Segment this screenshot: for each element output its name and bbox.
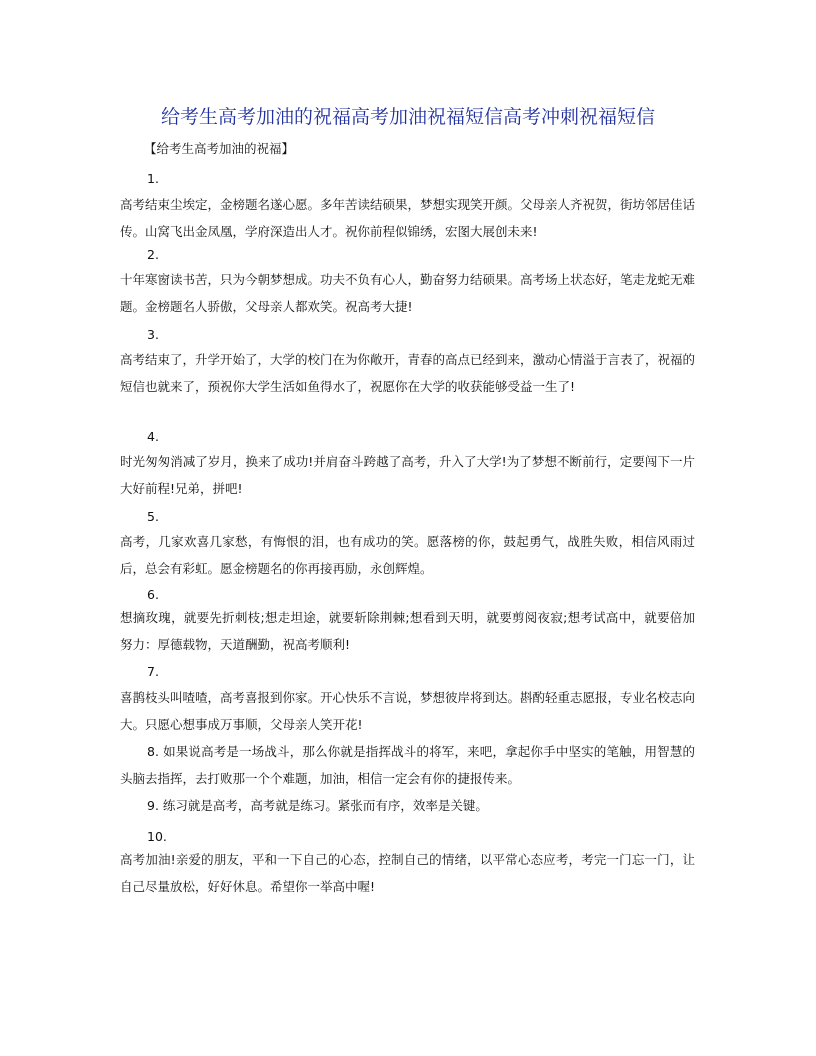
item-text-4: 时光匆匆消减了岁月，换来了成功!并肩奋斗跨越了高考，升入了大学!为了梦想不断前行，定要闯下一片大好前程!兄弟，拼吧! bbox=[120, 454, 695, 496]
document-title: 给考生高考加油的祝福高考加油祝福短信高考冲刺祝福短信 bbox=[160, 106, 655, 128]
item-number-7: 7. bbox=[147, 664, 159, 679]
item-number-10: 10. bbox=[147, 829, 167, 844]
item-number-3: 3. bbox=[147, 327, 159, 342]
item-text-1: 高考结束尘埃定，金榜题名遂心愿。多年苦读结硕果，梦想实现笑开颜。父母亲人齐祝贺，街坊邻居佳话传。山窝飞出金凤凰，学府深造出人才。祝你前程似锦绣，宏图大展创未来! bbox=[120, 197, 696, 239]
item-number-5: 5. bbox=[147, 509, 159, 524]
item-text-5: 高考，几家欢喜几家愁，有悔恨的泪，也有成功的笑。愿落榜的你，鼓起勇气，战胜失败，相信风雨过后，总会有彩虹。愿金榜题名的你再接再励，永创辉煌。 bbox=[120, 534, 695, 576]
item-number-2: 2. bbox=[147, 247, 159, 262]
item-number-1: 1. bbox=[147, 171, 159, 186]
item-text-3: 高考结束了，升学开始了，大学的校门在为你敞开，青春的高点已经到来，激动心情溢于言表了，祝福的短信也就来了，预祝你大学生活如鱼得水了，祝愿你在大学的收获能够受益一生了! bbox=[120, 352, 696, 394]
item-text-7: 喜鹊枝头叫喳喳，高考喜报到你家。开心快乐不言说，梦想彼岸将到达。斟酌轻重志愿报，专业名校志向大。只愿心想事成万事顺，父母亲人笑开花! bbox=[120, 690, 696, 732]
item-text-6: 想摘玫瑰，就要先折刺枝;想走坦途，就要斩除荆棘;想看到天明，就要剪阅夜寂;想考试高中，就要倍加努力：厚德载物，天道酬勤，祝高考顺利! bbox=[120, 610, 695, 652]
document-subtitle: 【给考生高考加油的祝福】 bbox=[144, 141, 295, 156]
item-number-6: 6. bbox=[147, 587, 159, 602]
item-number-4: 4. bbox=[147, 429, 159, 444]
item-text-10: 高考加油!亲爱的朋友，平和一下自己的心态，控制自己的情绪，以平常心态应考，考完一门忘一门，让自己尽量放松，好好休息。希望你一举高中喔! bbox=[120, 852, 695, 894]
item-text-9: 9. 练习就是高考，高考就是练习。紧张而有序，效率是关键。 bbox=[147, 798, 488, 813]
item-text-8: 8. 如果说高考是一场战斗，那么你就是指挥战斗的将军，来吧，拿起你手中坚实的笔触，用智慧的头脑去指挥，去打败那一个个难题，加油，相信一定会有你的捷报传来。 bbox=[120, 744, 695, 786]
item-text-2: 十年寒窗读书苦，只为今朝梦想成。功夫不负有心人，勤奋努力结硕果。高考场上状态好，笔走龙蛇无难题。金榜题名人骄傲，父母亲人都欢笑。祝高考大捷! bbox=[120, 272, 696, 314]
